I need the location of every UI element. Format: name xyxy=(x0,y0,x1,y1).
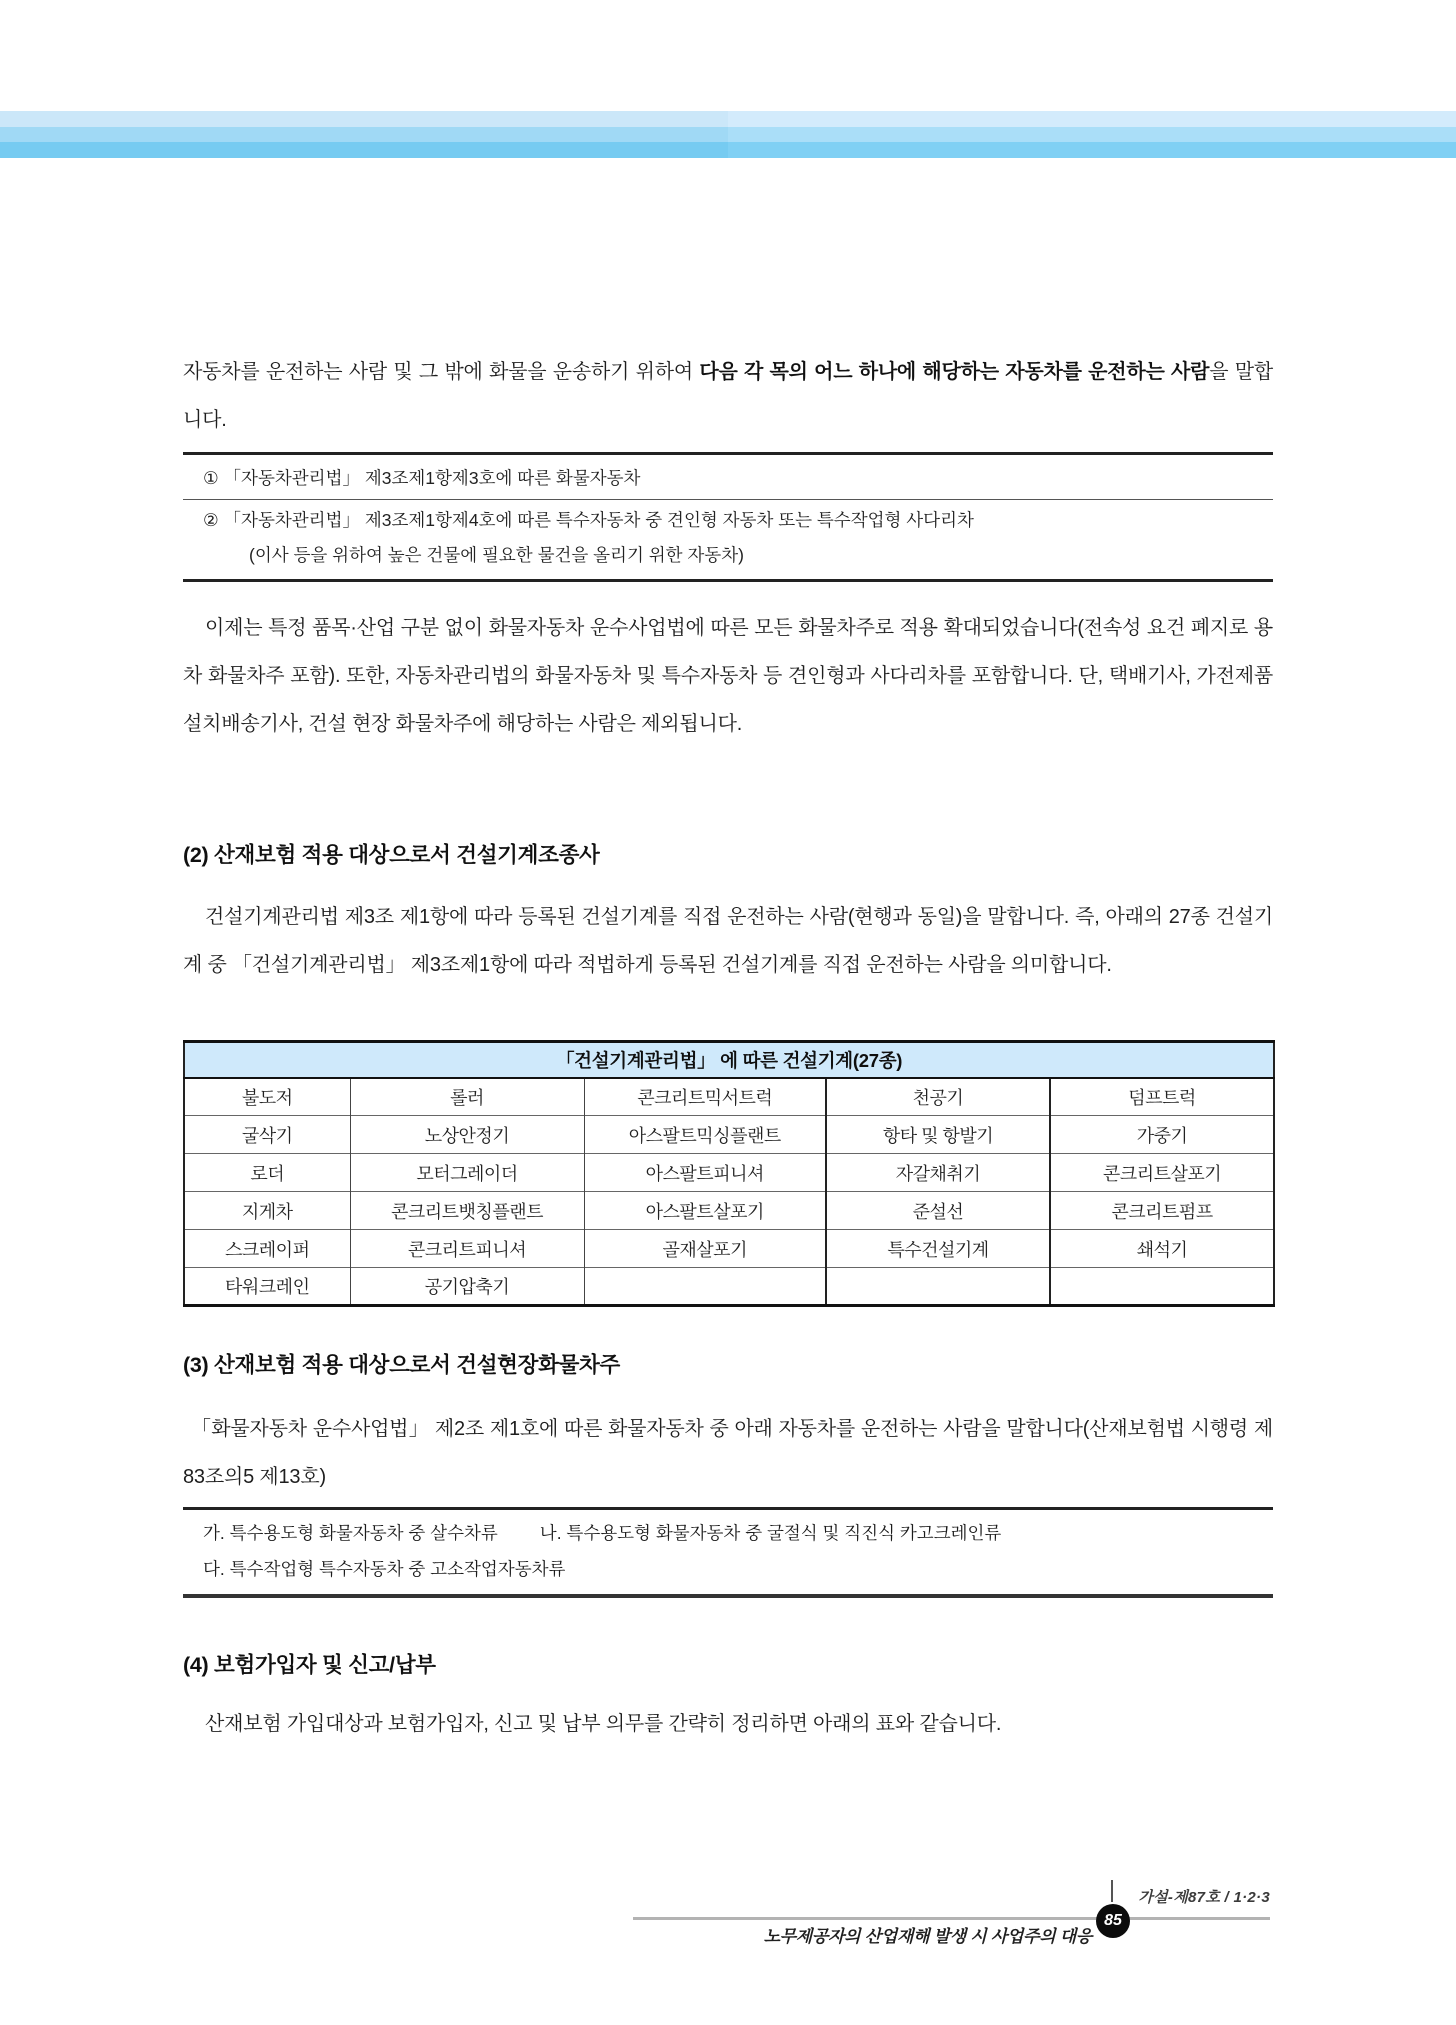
table-cell: 쇄석기 xyxy=(1050,1230,1274,1268)
table-cell: 스크레이퍼 xyxy=(184,1230,350,1268)
intro-paragraph xyxy=(183,348,1273,444)
table-cell: 항타 및 항발기 xyxy=(826,1116,1050,1154)
table-cell: 공기압축기 xyxy=(350,1268,584,1306)
table-row xyxy=(184,1078,1274,1116)
section-2-paragraph: 건설기계관리법 제3조 제1항에 따라 등록된 건설기계를 직접 운전하는 사람(현행과 동일)을 말합니다. 즉, 아래의 27종 건설기계 중 「건설기계관리법」 제3조제1항에 따라 적법하게 등록된 건설기계를 직접 운전하는 사람을 의미합니다. xyxy=(183,906,1273,976)
banner-stripe-medium xyxy=(0,127,1456,142)
law-box-item-2-line-2: (이사 등을 위하여 높은 건물에 필요한 물건을 올리기 위한 자동차) xyxy=(249,545,744,565)
footer-tick-mark xyxy=(1111,1880,1113,1902)
table-cell: 콘크리트뱃칭플랜트 xyxy=(350,1192,584,1230)
table-cell: 천공기 xyxy=(826,1078,1050,1116)
table-cell xyxy=(1050,1268,1274,1306)
table-cell: 골재살포기 xyxy=(584,1230,826,1268)
table-cell: 덤프트럭 xyxy=(1050,1078,1274,1116)
law-box-item-1: ① 「자동차관리법」 제3조제1항제3호에 따른 화물자동차 xyxy=(183,459,1273,500)
section-3-paragraph: 「화물자동차 운수사업법」 제2조 제1호에 따른 화물자동차 중 아래 자동차를 운전하는 사람을 말합니다(산재보험법 시행령 제83조의5 제13호) xyxy=(183,1418,1273,1488)
vehicle-law-box xyxy=(183,452,1273,582)
expansion-paragraph: 이제는 특정 품목·산업 구분 없이 화물자동차 운수사업법에 따른 모든 화물차주로 적용 확대되었습니다(전속성 요건 폐지로 용차 화물차주 포함). 또한, 자동차관리법의 화물자동차 및 특수자동차 등 견인형과 사다리차를 포함합니다. 단, 택배기사, 가전제품설치배송기사, 건설 현장 화물차주에 해당하는 사람은 제외됩니다. xyxy=(183,617,1273,735)
table-row xyxy=(184,1230,1274,1268)
table-cell: 롤러 xyxy=(350,1078,584,1116)
banner-stripe-dark xyxy=(0,142,1456,158)
section-3-heading: (3) 산재보험 적용 대상으로서 건설현장화물차주 xyxy=(183,1353,620,1377)
table-cell: 아스팔트피니셔 xyxy=(584,1154,826,1192)
special-vehicle-box xyxy=(183,1507,1273,1598)
footer-document-title: 노무제공자의 산업재해 발생 시 사업주의 대응 xyxy=(763,1927,1092,1946)
page-number-badge: 85 xyxy=(1096,1904,1130,1938)
table-cell: 아스팔트믹싱플랜트 xyxy=(584,1116,826,1154)
table-cell: 콘크리트펌프 xyxy=(1050,1192,1274,1230)
table-cell: 준설선 xyxy=(826,1192,1050,1230)
table-header-row xyxy=(184,1042,1274,1078)
table-row xyxy=(184,1116,1274,1154)
text-segment: 다음 각 목의 어느 하나에 해당하는 자동차를 운전하는 사람 xyxy=(699,361,1210,383)
law-box-item-2 xyxy=(183,500,1273,573)
table-body xyxy=(184,1078,1274,1306)
table-cell: 지게차 xyxy=(184,1192,350,1230)
table-cell xyxy=(584,1268,826,1306)
text-segment: 을 말합니다. xyxy=(183,361,1274,431)
footer-divider-line xyxy=(633,1917,1270,1920)
section-4-paragraph: 산재보험 가입대상과 보험가입자, 신고 및 납부 의무를 간략히 정리하면 아래의 표와 같습니다. xyxy=(205,1713,1002,1735)
table-cell: 자갈채취기 xyxy=(826,1154,1050,1192)
table-cell: 특수건설기계 xyxy=(826,1230,1050,1268)
table-row xyxy=(184,1154,1274,1192)
table-cell: 콘크리트믹서트럭 xyxy=(584,1078,826,1116)
table-cell: 노상안정기 xyxy=(350,1116,584,1154)
text-segment: 자동차를 운전하는 사람 및 그 밖에 화물을 운송하기 위하여 xyxy=(183,361,700,383)
table-cell: 모터그레이더 xyxy=(350,1154,584,1192)
banner-stripe-light xyxy=(0,111,1456,127)
footer-issue-label: 가설-제87호 / 1·2·3 xyxy=(1138,1889,1270,1906)
table-cell: 콘크리트피니셔 xyxy=(350,1230,584,1268)
vehicle-item-na: 나. 특수용도형 화물자동차 중 굴절식 및 직진식 카고크레인류 xyxy=(539,1523,1002,1543)
header-banner xyxy=(0,111,1456,158)
table-cell: 타워크레인 xyxy=(184,1268,350,1306)
vehicle-item-ga: 가. 특수용도형 화물자동차 중 살수차류 xyxy=(203,1523,498,1543)
law-box-item-2-line-1: ② 「자동차관리법」 제3조제1항제4호에 따른 특수자동차 중 견인형 자동차 또는 특수작업형 사다리차 xyxy=(203,510,974,530)
table-row xyxy=(184,1192,1274,1230)
table-cell: 불도저 xyxy=(241,1087,293,1108)
table-cell: 굴삭기 xyxy=(184,1116,350,1154)
table-cell: 가중기 xyxy=(1050,1116,1274,1154)
table-cell xyxy=(826,1268,1050,1306)
section-4-heading: (4) 보험가입자 및 신고/납부 xyxy=(183,1653,436,1677)
table-cell: 아스팔트살포기 xyxy=(584,1192,826,1230)
vehicle-item-da: 다. 특수작업형 특수자동차 중 고소작업자동차류 xyxy=(203,1559,566,1579)
vehicle-box-line-1 xyxy=(203,1515,1273,1551)
table-row xyxy=(184,1268,1274,1306)
construction-machines-table xyxy=(183,1040,1275,1307)
table-cell: 콘크리트살포기 xyxy=(1050,1154,1274,1192)
table-cell: 로더 xyxy=(184,1154,350,1192)
section-2-heading: (2) 산재보험 적용 대상으로서 건설기계조종사 xyxy=(183,843,600,867)
table-header-cell: 「건설기계관리법」 에 따른 건설기계(27종) xyxy=(184,1042,1274,1078)
